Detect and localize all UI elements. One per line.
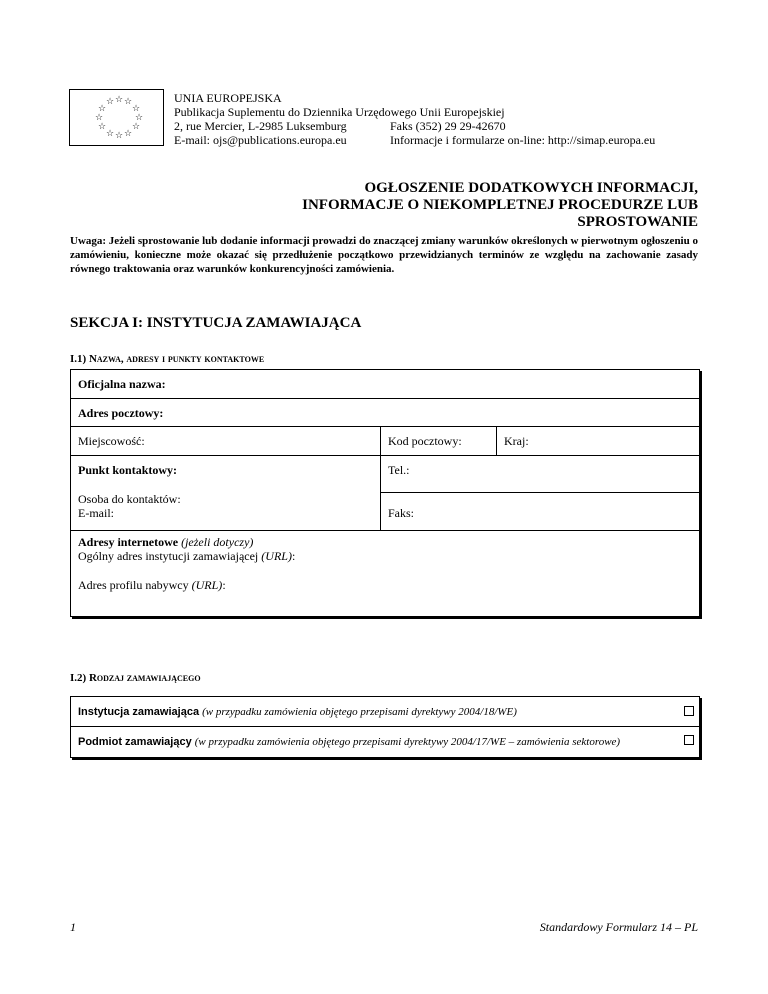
star-icon: ☆ bbox=[95, 113, 104, 123]
star-icon: ☆ bbox=[124, 97, 133, 107]
subsection-title: Rodzaj zamawiającego bbox=[88, 672, 201, 684]
authority-option-label: Instytucja zamawiająca bbox=[78, 706, 200, 718]
entity-option-row bbox=[78, 734, 620, 749]
contact-person-label: Osoba do kontaktów: bbox=[78, 492, 181, 506]
internet-addresses-row bbox=[78, 535, 253, 549]
star-icon: ☆ bbox=[132, 122, 141, 132]
entity-option-note: (w przypadku zamówienia objętego przepisami dyrektywy 2004/17/WE – zamówienia sektorowe) bbox=[194, 736, 621, 748]
fax-label: Faks: bbox=[388, 506, 415, 520]
url-note: (URL) bbox=[191, 578, 223, 592]
star-icon: ☆ bbox=[98, 122, 107, 132]
star-icon: ☆ bbox=[132, 104, 141, 114]
divider bbox=[70, 726, 700, 727]
divider bbox=[70, 398, 700, 399]
general-address-row bbox=[78, 549, 295, 563]
postal-code-label: Kod pocztowy: bbox=[388, 434, 462, 448]
buyer-profile-row bbox=[78, 578, 226, 592]
subsection-number: I.2) bbox=[70, 672, 87, 684]
header-address: 2, rue Mercier, L-2985 Luksemburg bbox=[174, 119, 347, 133]
entity-checkbox[interactable] bbox=[684, 735, 694, 745]
star-icon: ☆ bbox=[98, 104, 107, 114]
subsection-title: Nazwa, adresy i punkty kontaktowe bbox=[88, 353, 265, 365]
notice-paragraph: Uwaga: Jeżeli sprostowanie lub dodanie informacji prowadzi do znaczącej zmiany warunków określonych w pierwotnym ogłoszeniu o zamówieniu, konieczne może okazać się przedłużenie początkowo przewidzianych terminów ze względu na zachowanie zasady równego traktowania oraz warunków konkurencyjności zamówienia. bbox=[70, 235, 698, 275]
header-fax: Faks (352) 29 29-42670 bbox=[390, 119, 506, 133]
title-line-1: OGŁOSZENIE DODATKOWYCH INFORMACJI, bbox=[364, 180, 698, 196]
header-publication: Publikacja Suplementu do Dziennika Urzędowego Unii Europejskiej bbox=[174, 105, 505, 119]
url-note: (URL) bbox=[261, 549, 292, 563]
star-icon: ☆ bbox=[106, 129, 115, 139]
title-line-3: SPROSTOWANIE bbox=[577, 214, 698, 230]
internet-addresses-label: Adresy internetowe bbox=[78, 535, 179, 549]
divider bbox=[70, 530, 700, 531]
buyer-profile-label: Adres profilu nabywcy bbox=[78, 578, 189, 592]
star-icon: ☆ bbox=[135, 113, 144, 123]
star-icon: ☆ bbox=[115, 95, 124, 105]
divider bbox=[70, 455, 700, 456]
form-name: Standardowy Formularz 14 – PL bbox=[539, 920, 698, 934]
divider bbox=[380, 426, 381, 530]
divider bbox=[380, 492, 700, 493]
header-email: E-mail: ojs@publications.europa.eu bbox=[174, 133, 347, 147]
internet-note: (jeżeli dotyczy) bbox=[181, 535, 254, 549]
star-icon: ☆ bbox=[115, 131, 124, 141]
tel-label: Tel.: bbox=[388, 463, 410, 477]
postal-address-label: Adres pocztowy: bbox=[78, 406, 164, 420]
header-info: Informacje i formularze on-line: http://simap.europa.eu bbox=[390, 133, 656, 147]
page-number: 1 bbox=[70, 920, 76, 934]
authority-option-row bbox=[78, 704, 517, 719]
divider bbox=[70, 426, 700, 427]
header-org: UNIA EUROPEJSKA bbox=[174, 91, 282, 105]
entity-option-label: Podmiot zamawiający bbox=[78, 736, 192, 748]
star-icon: ☆ bbox=[106, 97, 115, 107]
subsection-i2-heading bbox=[70, 672, 201, 684]
general-address-label: Ogólny adres instytucji zamawiającej bbox=[78, 549, 259, 563]
document-title bbox=[302, 180, 698, 231]
colon: : bbox=[222, 578, 226, 592]
authority-checkbox[interactable] bbox=[684, 706, 694, 716]
country-label: Kraj: bbox=[504, 434, 529, 448]
title-line-2: INFORMACJE O NIEKOMPLETNEJ PROCEDURZE LUB bbox=[302, 197, 698, 213]
contact-point-label: Punkt kontaktowy: bbox=[78, 463, 178, 477]
eu-flag-logo bbox=[69, 89, 164, 146]
divider bbox=[496, 426, 497, 455]
subsection-number: I.1) bbox=[70, 353, 87, 365]
email-label: E-mail: bbox=[78, 506, 114, 520]
colon: : bbox=[291, 549, 296, 563]
subsection-i1-heading bbox=[70, 353, 264, 365]
section-heading: SEKCJA I: INSTYTUCJA ZAMAWIAJĄCA bbox=[70, 315, 362, 331]
star-icon: ☆ bbox=[124, 129, 133, 139]
town-label: Miejscowość: bbox=[78, 434, 145, 448]
official-name-label: Oficjalna nazwa: bbox=[78, 377, 166, 391]
authority-option-note: (w przypadku zamówienia objętego przepisami dyrektywy 2004/18/WE) bbox=[202, 706, 517, 718]
